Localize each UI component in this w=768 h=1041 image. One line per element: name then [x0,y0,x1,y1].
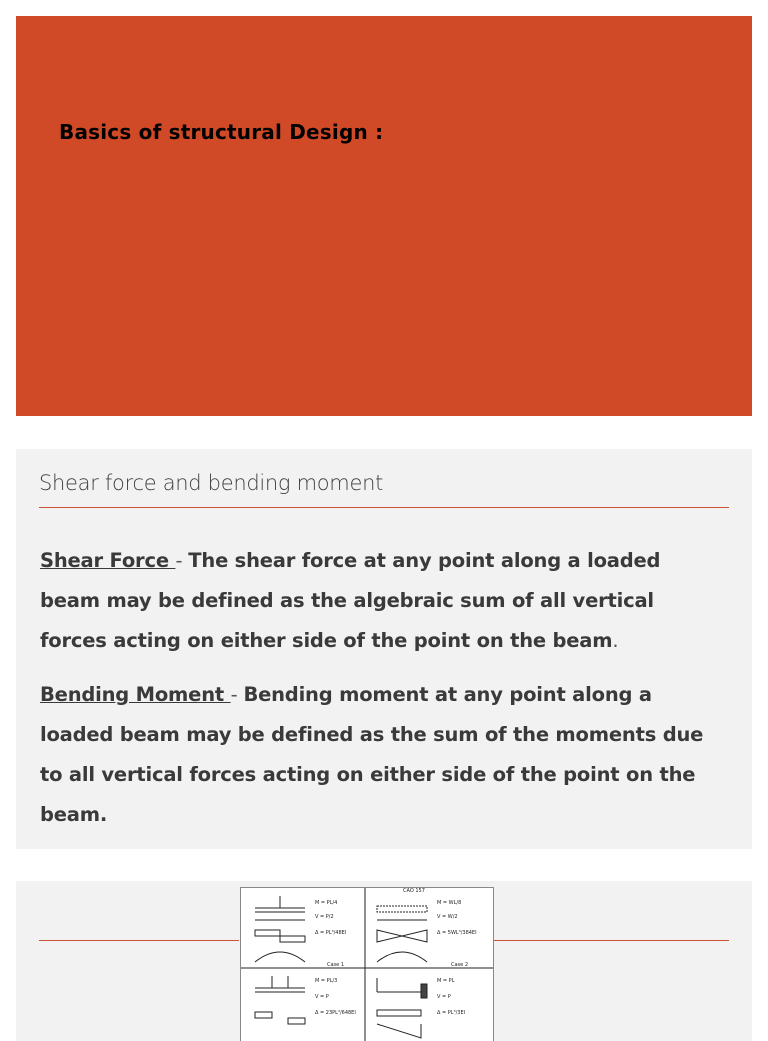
formula-m1: M = PL/4 [315,900,338,906]
shear-period: . [612,629,619,652]
formula-d3: Δ = 23PL³/648EI [315,1010,356,1016]
case2-label: Case 2 [451,962,469,968]
shear-separator: - [175,549,189,572]
definitions-slide [16,449,752,849]
formula-d4: Δ = PL³/3EI [437,1010,466,1016]
shear-force-term: Shear Force [40,549,176,572]
formula-v4: V = P [437,994,451,1000]
shear-force-definition: The shear force at any point along a loaded beam may be defined as the algebraic sum of all vertical forces acting on either side of the point on the beam [40,549,661,652]
heading-divider [39,507,729,508]
slide-heading: Shear force and bending moment [39,471,384,495]
bending-separator: - [230,683,244,706]
bending-moment-paragraph [40,675,720,835]
formula-v2: V = W/2 [437,914,458,920]
divider-left [39,940,239,941]
divider-right [494,940,729,941]
formula-d2: Δ = 5WL³/384EI [437,930,477,936]
formula-v3: V = P [315,994,329,1000]
bending-moment-term: Bending Moment [40,683,231,706]
formula-m3: M = PL/3 [315,978,338,984]
beam-cases-figure [240,887,494,1041]
definitions-body [40,541,720,849]
formula-m4: M = PL [437,978,455,984]
beam-diagrams-slide [16,881,752,1041]
formula-v1: V = P/2 [315,914,334,920]
shear-force-paragraph [40,541,720,661]
beam-cases-drawing [241,888,493,1041]
formula-m2: M = WL/8 [437,900,462,906]
case1-label: Case 1 [327,962,345,968]
figure-top-label: CAO 157 [403,888,425,894]
formula-d1: Δ = PL³/48EI [315,930,347,936]
slide-title: Basics of structural Design : [59,120,384,144]
bending-moment-definition: Bending moment at any point along a loaded beam may be defined as the sum of the moments due to all vertical forces acting on either side of the point on the beam. [40,683,704,826]
title-slide [16,16,752,416]
